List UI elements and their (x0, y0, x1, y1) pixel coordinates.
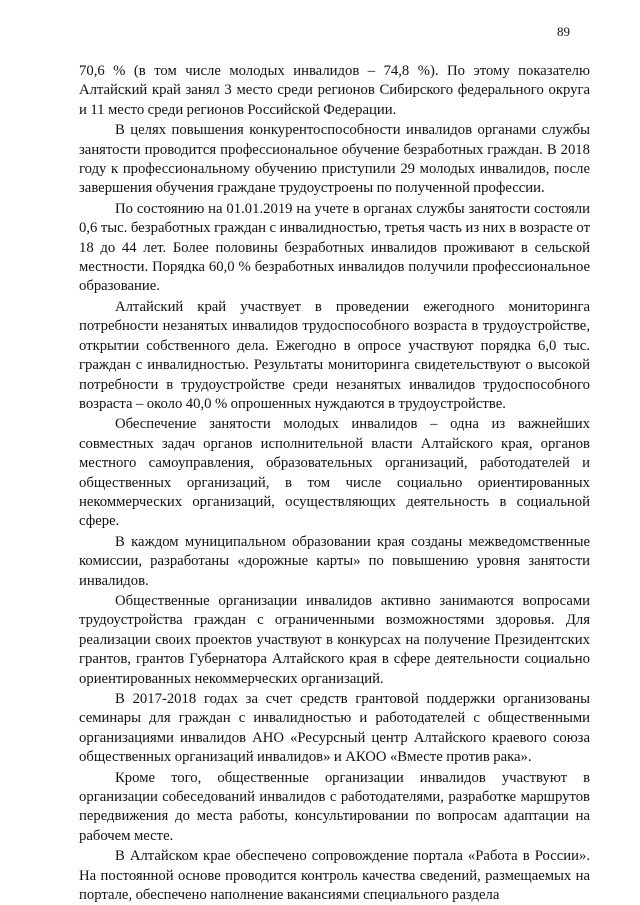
paragraph-professional-training: В целях повышения конкурентоспособности инвалидов органами службы занятости проводится профессиональное обучение безработных граждан. В 2018 году к профессиональному обучению приступили 29 молодых инвалидов, после завершения обучения граждане трудоустроены по полученной профессии. (79, 122, 590, 197)
paragraph-employment-rate: 70,6 % (в том числе молодых инвалидов – 74,8 %). По этому показателю Алтайский край занял 3 место среди регионов Сибирского федерального округа и 11 место среди регионов Российской Федерации. (79, 63, 590, 118)
document-body (79, 62, 590, 905)
paragraph-municipal-commissions: В каждом муниципальном образовании края созданы межведомственные комиссии, разработаны «дорожные карты» по повышению уровня занятости инвалидов. (79, 533, 590, 589)
page-number: 89 (557, 24, 570, 39)
paragraph-public-organizations: Общественные организации инвалидов активно занимаются вопросами трудоустройства граждан с ограниченными возможностями здоровья. Для реализации своих проектов участвуют в конкурсах на получение Президентских грантов, грантов Губернатора Алтайского края в сфере деятельности социально ориентированных некоммерческих организаций. (79, 592, 590, 687)
paragraph-monitoring: Алтайский край участвует в проведении ежегодного мониторинга потребности незанятых инвалидов трудоспособного возраста в трудоустройстве, открытии собственного дела. Ежегодно в опросе участвуют порядка 6,0 тыс. граждан с инвалидностью. Результаты мониторинга свидетельствуют о высокой потребности в трудоустройстве среди незанятых инвалидов трудоспособного возраста – около 40,0 % опрошенных нуждаются в трудоустройстве. (79, 298, 590, 412)
paragraph-unemployed-registration: По состоянию на 01.01.2019 на учете в органах службы занятости состояли 0,6 тыс. безработных граждан с инвалидностью, третья часть из них в возрасте от 18 до 44 лет. Более половины безработных инвалидов проживают в сельской местности. Порядка 60,0 % безработных инвалидов получили профессиональное образование. (79, 200, 590, 295)
paragraph-grant-seminars: В 2017-2018 годах за счет средств грантовой поддержки организованы семинары для граждан с инвалидностью и работодателей с общественными организациями инвалидов АНО «Ресурсный центр Алтайского краевого союза общественных организаций инвалидов» и АКОО «Вместе против рака». (79, 691, 590, 766)
paragraph-job-portal: В Алтайском крае обеспечено сопровождение портала «Работа в России». На постоянной основе проводится контроль качества сведений, размещаемых на портале, обеспечено наполнение вакансиями специального раздела (79, 848, 590, 904)
paragraph-interviews-adaptation: Кроме того, общественные организации инвалидов участвуют в организации собеседований инвалидов с работодателями, разработке маршрутов передвижения до места работы, консультировании по вопросам адаптации на рабочем месте. (79, 769, 590, 844)
paragraph-youth-employment: Обеспечение занятости молодых инвалидов – одна из важнейших совместных задач органов исполнительной власти Алтайского края, органов местного самоуправления, образовательных организаций, работодателей и общественных организаций, в том числе социально ориентированных некоммерческих организаций, осуществляющих деятельность в социальной сфере. (79, 416, 590, 530)
